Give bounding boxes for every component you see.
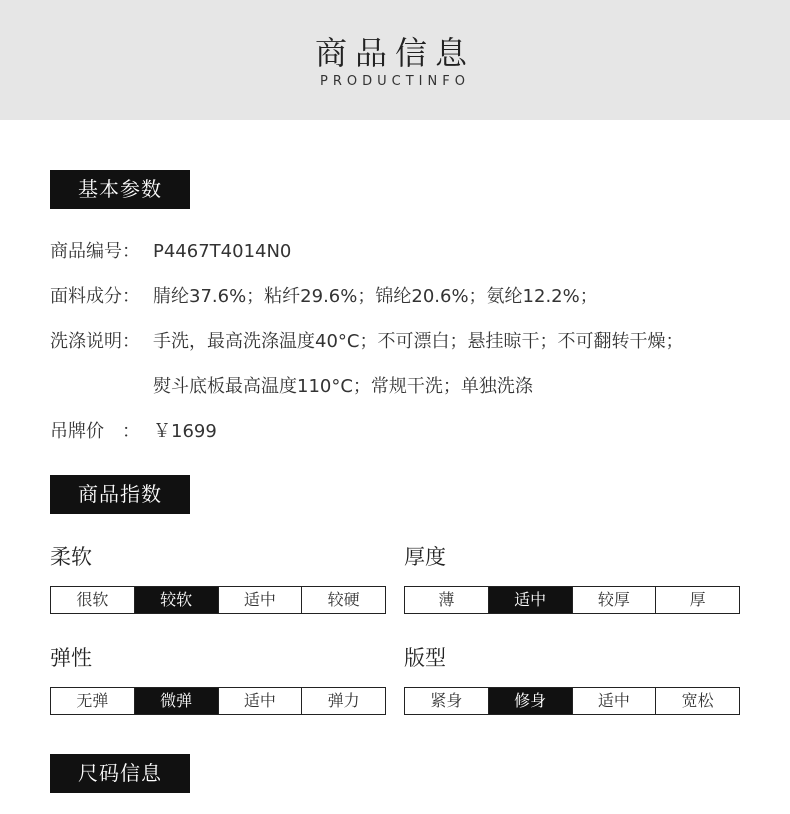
price-label: 吊牌价 ：	[50, 421, 140, 442]
elasticity-option: 无弹	[51, 688, 135, 714]
elasticity-option: 适中	[219, 688, 303, 714]
sku-value: P4467T4014N0	[153, 241, 292, 262]
fabric-label: 面料成分：	[50, 286, 140, 307]
thickness-scale	[404, 586, 740, 614]
sku-label: 商品编号：	[50, 241, 140, 262]
care-value-line2: 熨斗底板最高温度110°C；常规干洗；单独洗涤	[153, 376, 533, 397]
elasticity-option: 弹力	[327, 691, 360, 710]
softness-option: 较硬	[327, 590, 360, 609]
section-size-info: 尺码信息	[50, 754, 190, 793]
fit-option: 宽松	[681, 691, 714, 710]
care-label: 洗涤说明：	[50, 331, 140, 352]
thickness-option: 较厚	[573, 587, 657, 613]
fit-option-selected: 修身	[489, 688, 573, 714]
elasticity-scale	[50, 687, 386, 715]
page-subtitle: PRODUCTINFO	[320, 74, 470, 89]
softness-title: 柔软	[50, 545, 92, 569]
thickness-option: 厚	[689, 590, 706, 609]
softness-scale	[50, 586, 386, 614]
elasticity-title: 弹性	[50, 646, 92, 670]
fabric-value: 腈纶37.6%；粘纤29.6%；锦纶20.6%；氨纶12.2%；	[153, 286, 598, 307]
care-value-line1: 手洗，最高洗涤温度40°C；不可漂白；悬挂晾干；不可翻转干燥；	[153, 331, 684, 352]
thickness-option-selected: 适中	[489, 587, 573, 613]
section-basic-params: 基本参数	[50, 170, 190, 209]
fit-option: 适中	[573, 688, 657, 714]
softness-option-selected: 较软	[135, 587, 219, 613]
care-row-continued	[153, 372, 533, 398]
section-product-index: 商品指数	[50, 475, 190, 514]
fabric-row	[50, 282, 598, 308]
header-banner	[0, 0, 790, 120]
thickness-option: 薄	[405, 587, 489, 613]
elasticity-option-selected: 微弹	[135, 688, 219, 714]
thickness-title: 厚度	[404, 545, 446, 569]
price-value: ￥1699	[153, 421, 217, 442]
softness-option: 适中	[219, 587, 303, 613]
fit-scale	[404, 687, 740, 715]
fit-title: 版型	[404, 646, 446, 670]
sku-row	[50, 237, 291, 263]
softness-option: 很软	[51, 587, 135, 613]
fit-option: 紧身	[405, 688, 489, 714]
page-title: 商品信息	[314, 34, 475, 72]
care-row	[50, 327, 683, 353]
price-row	[50, 417, 217, 443]
